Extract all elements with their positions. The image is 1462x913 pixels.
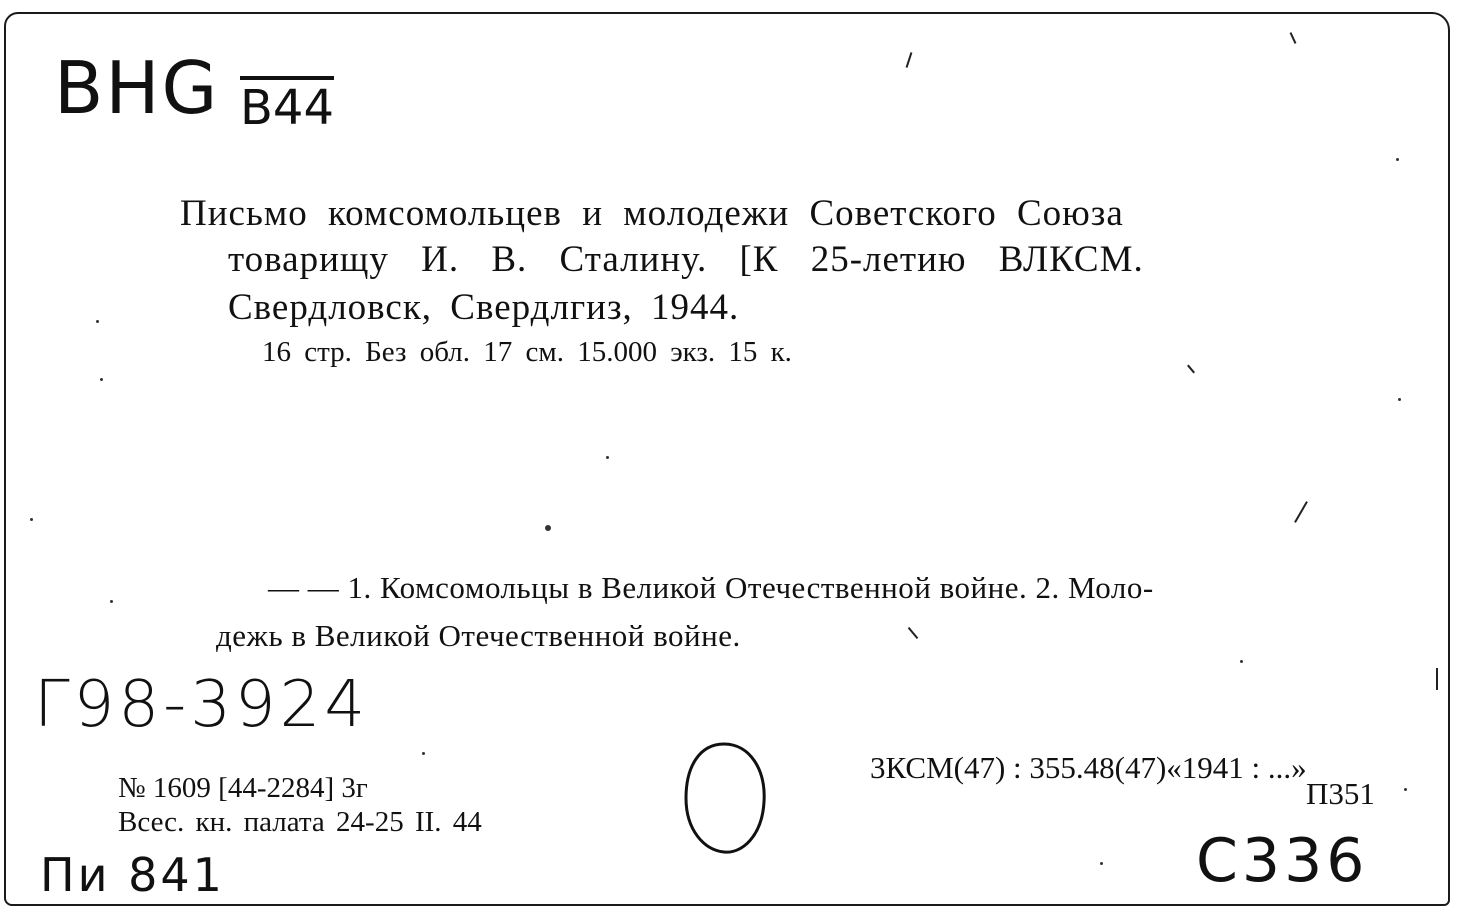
speck xyxy=(110,600,113,603)
speck xyxy=(1398,398,1401,401)
subjects-line-2: дежь в Великой Отечественной войне. xyxy=(216,618,741,653)
subjects-line-1: — — 1. Комсомольцы в Великой Отечественной войне. 2. Моло- xyxy=(268,570,1154,605)
speck xyxy=(1436,668,1438,690)
book-chamber: Всес. кн. палата 24-25 II. 44 xyxy=(118,806,482,838)
handwritten-inventory-number: Г98-3924 xyxy=(34,668,370,742)
title-line-3: Свердловск, Свердлгиз, 1944. xyxy=(228,287,740,328)
speck xyxy=(1404,788,1407,791)
speck xyxy=(1100,862,1103,865)
speck xyxy=(1396,158,1399,161)
handwritten-bottom-left-code: Пи 841 xyxy=(40,848,225,902)
speck xyxy=(422,752,425,755)
speck xyxy=(30,518,33,521)
title-line-2: товарищу И. В. Сталину. [К 25-летию ВЛКСМ. xyxy=(228,239,1144,280)
speck xyxy=(100,378,103,381)
title-line-1: Письмо комсомольцев и молодежи Советского Союза xyxy=(180,193,1124,234)
speck xyxy=(606,456,609,459)
record-number: № 1609 [44-2284] 3г xyxy=(118,772,368,804)
speck xyxy=(545,525,551,531)
handwritten-bottom-right-code: С336 xyxy=(1196,826,1369,896)
author-mark: П351 xyxy=(1306,776,1375,811)
handwritten-mark-top-2: B44 xyxy=(240,80,335,136)
handwritten-mark-top: BHG xyxy=(54,46,220,130)
classification-code: 3КСМ(47) : 355.48(47)«1941 : ...» xyxy=(870,750,1307,785)
speck xyxy=(1240,660,1243,663)
oval-stamp xyxy=(680,740,770,860)
physical-description: 16 стр. Без обл. 17 см. 15.000 экз. 15 к. xyxy=(262,336,792,368)
speck xyxy=(96,320,99,323)
